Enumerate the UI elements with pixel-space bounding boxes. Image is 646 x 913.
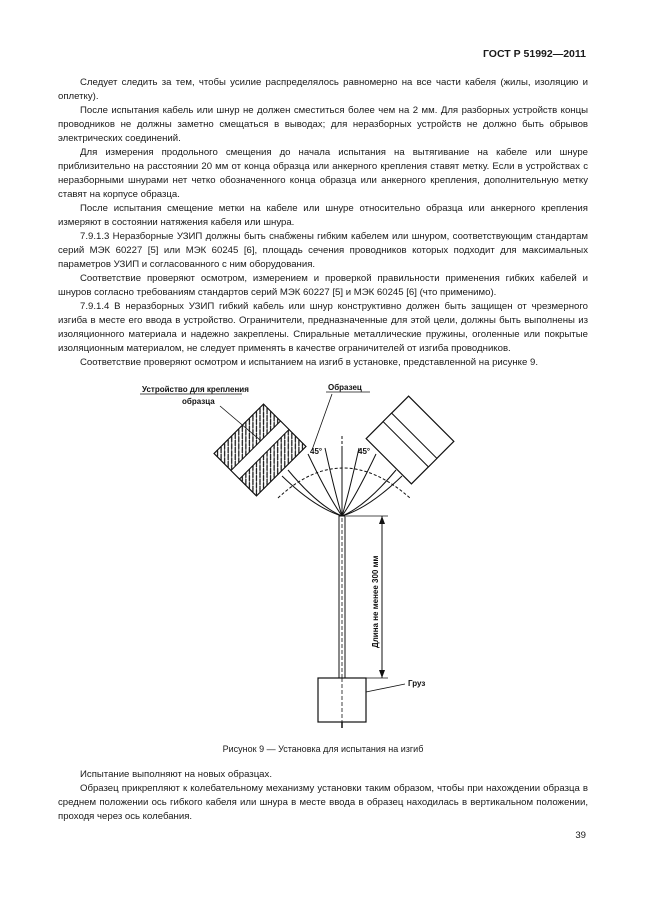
document-header: ГОСТ Р 51992—2011 xyxy=(482,48,586,60)
paragraph: Соответствие проверяют осмотром и испытанием на изгиб в установке, представленной на рисунке 9. xyxy=(80,357,538,368)
body-text-top xyxy=(58,76,588,370)
fixture-right xyxy=(366,396,454,484)
paragraph: После испытания смещение метки на кабеле или шнуре относительно образца или анкерного крепления измеряют в состоянии натяжения кабеля или шнура. xyxy=(58,203,588,228)
fixture-label-line2: образца xyxy=(182,397,215,406)
cable-fan xyxy=(282,448,402,516)
weight-label: Груз xyxy=(408,679,426,688)
angle-label-right: 45° xyxy=(358,447,371,456)
figure-caption: Рисунок 9 — Установка для испытания на изгиб xyxy=(222,744,424,754)
swing-arc xyxy=(278,468,410,498)
paragraph: 7.9.1.3 Неразборные УЗИП должны быть снабжены гибким кабелем или шнуром, соответствующим стандартам серий МЭК 60227 [5] или МЭК 60245 [6], площадь сечения проводников которых подходит для максимальных параметров УЗИП и согласованного с ним оборудования. xyxy=(58,231,588,270)
bend-test-figure xyxy=(120,378,540,728)
paragraph: Следует следить за тем, чтобы усилие распределялось равномерно на все части кабеля (жилы, изоляцию и оплетку). xyxy=(58,77,588,102)
paragraph: Испытание выполняют на новых образцах. xyxy=(80,769,272,780)
sample-label: Образец xyxy=(328,383,362,392)
fixture-label-line1: Устройство для крепления xyxy=(142,385,249,394)
paragraph: После испытания кабель или шнур не должен сместиться более чем на 2 мм. Для разборных устройств концы проводников не должны заметно смещаться в выводах; для неразборных устройств не должно быть обрывов электрических соединений. xyxy=(58,105,588,144)
paragraph: 7.9.1.4 В неразборных УЗИП гибкий кабель или шнур конструктивно должен быть защищен от чрезмерного изгиба в месте его ввода в устройство. Ограничители, предназначенные для этой цели, должны быть выполнены из изоляционного материала и надежно закреплены. Спиральные металлические пружины, оголенные или покрытые изоляционным материалом, не следует применять в качестве ограничителей от изгиба проводников. xyxy=(58,301,588,354)
paragraph: Для измерения продольного смещения до начала испытания на вытягивание на кабеле или шнуре приблизительно на расстоянии 20 мм от конца образца или анкерного крепления ставят метку. Если в устройствах с неразборными шнурами нет четко обозначенного конца образца или анкерного крепления, дополнительную метку ставят на корпусе образца. xyxy=(58,147,588,200)
paragraph: Соответствие проверяют осмотром, измерением и проверкой правильности применения гибких кабелей и шнуров согласно требованиям стандартов серий МЭК 60227 [5] и МЭК 60245 [6] (что применимо). xyxy=(58,273,588,298)
length-label: Длина не менее 300 мм xyxy=(371,555,380,648)
fixture-left xyxy=(214,404,306,496)
paragraph: Образец прикрепляют к колебательному механизму установки таким образом, чтобы при нахождении образца в среднем положении ось гибкого кабеля или шнура в месте ввода в образец находилась в вертикальном положении, проходя через ось колебания. xyxy=(58,783,588,822)
body-text-bottom xyxy=(58,768,588,824)
page-number: 39 xyxy=(575,830,586,841)
angle-label-left: 45° xyxy=(310,447,323,456)
